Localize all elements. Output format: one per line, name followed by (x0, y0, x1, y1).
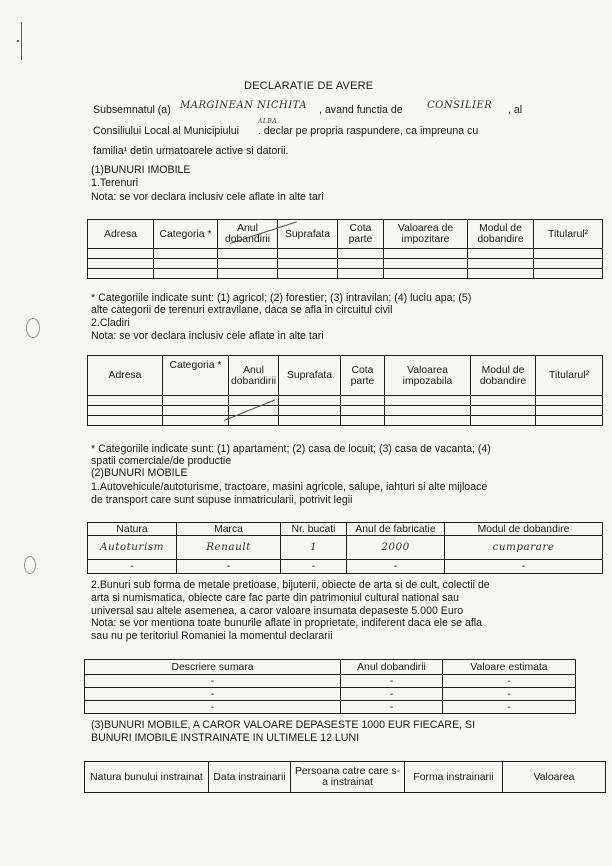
col-header: Valoarea (503, 762, 606, 793)
col-header: Modul de dobandire (468, 220, 534, 249)
col-header: Titularul² (536, 356, 603, 396)
table-row (85, 675, 576, 688)
cladiri-footnote-1: * Categoriile indicate sunt: (1) apartament; (2) casa de locuit; (3) casa de vacanta; (4) (91, 443, 491, 455)
valuables-note-1: Nota: se vor mentiona toate bunurile aflate in proprietate, indiferent daca ele se afla (91, 617, 483, 629)
col-header: Data instrainarii (209, 762, 291, 793)
intro-line-1c: , al (508, 104, 523, 116)
col-header: Suprafata (279, 356, 341, 396)
table-row (88, 259, 603, 269)
col-header: Nr. bucati (281, 523, 347, 536)
handwritten-name: MARGINEAN NICHITA (180, 100, 307, 111)
cladiri-note: Nota: se vor declara inclusiv cele aflate in alte tari (91, 330, 324, 342)
terenuri-footnote-1: * Categoriile indicate sunt: (1) agricol; (2) forestier; (3) intravilan; (4) luciu apa; (5) (91, 292, 472, 304)
table-row (88, 536, 603, 560)
table-row (88, 406, 603, 416)
col-header: Descriere sumara (85, 660, 341, 675)
cell: - (443, 701, 576, 714)
terenuri-heading: 1.Terenuri (91, 177, 139, 189)
cell: - (347, 560, 445, 574)
vehicles-table (87, 522, 603, 574)
col-header: Natura bunului instrainat (85, 762, 209, 793)
handwritten-city: ALBA (258, 118, 278, 125)
col-header: Categoria * (163, 356, 229, 396)
cladiri-table (87, 355, 603, 426)
col-header: Categoria * (154, 220, 218, 249)
col-header: Natura (88, 523, 177, 536)
section-2-heading: (2)BUNURI MOBILE (91, 467, 188, 479)
col-header: Anul dobandirii (341, 660, 443, 675)
col-header: Marca (177, 523, 281, 536)
cladiri-footnote-2: spatii comerciale/de productie (91, 455, 232, 467)
terenuri-note: Nota: se vor declara inclusiv cele aflate in alte tari (91, 191, 324, 203)
intro-line-2b: . declar pe propria raspundere, ca impreuna cu (258, 125, 479, 137)
cell-marca: Renault (177, 536, 281, 560)
section-3-heading-2: BUNURI IMOBILE INSTRAINATE IN ULTIMELE 12 LUNI (91, 732, 360, 744)
col-header: Adresa (88, 356, 163, 396)
table-row (85, 701, 576, 714)
col-header: Modul de dobandire (445, 523, 603, 536)
col-header: Adresa (88, 220, 154, 249)
handwritten-function: CONSILIER (427, 100, 493, 111)
col-header: Valoare estimata (443, 660, 576, 675)
col-header: Anul de fabricatie (347, 523, 445, 536)
cell: - (85, 688, 341, 701)
alienated-assets-table (84, 761, 606, 793)
valuables-note-2: sau nu pe teritoriul Romaniei la momentul declararii (91, 630, 333, 642)
cell-natura: Autoturism (88, 536, 177, 560)
col-header: Forma instrainarii (405, 762, 503, 793)
punch-hole-mark (26, 318, 40, 338)
margin-scribble (21, 22, 22, 60)
valuables-text-1: 2.Bunuri sub forma de metale pretioase, bijuterii, obiecte de arta si de cult, colectii de (91, 579, 490, 591)
col-header: Valoarea de impozitare (384, 220, 468, 249)
intro-line-3: familia¹ detin urmatoarele active si datorii. (93, 145, 289, 157)
cell: - (88, 560, 177, 574)
intro-line-2: Consiliului Local al Municipiului (93, 125, 240, 137)
col-header: Persoana catre care s-a instrainat (291, 762, 405, 793)
table-row (85, 688, 576, 701)
col-header: Suprafata (278, 220, 338, 249)
cell-an-fabricatie: 2000 (347, 536, 445, 560)
table-row (88, 269, 603, 279)
cell: - (341, 675, 443, 688)
table-row (88, 560, 603, 574)
table-row (88, 416, 603, 426)
cell: - (341, 701, 443, 714)
col-header: Valoarea impozabila (385, 356, 471, 396)
valuables-text-3: universal sau altele asemenea, a caror valoare insumata depaseste 5.000 Euro (91, 605, 464, 617)
cell: - (443, 675, 576, 688)
table-row (88, 396, 603, 406)
intro-line-1b: , avand functia de (319, 104, 403, 116)
intro-line-1: Subsemnatul (a) (93, 104, 171, 116)
cell: - (85, 701, 341, 714)
section-1-heading: (1)BUNURI IMOBILE (91, 164, 191, 176)
terenuri-table (87, 219, 603, 279)
table-row (88, 249, 603, 259)
margin-scribble (17, 40, 19, 42)
punch-hole-mark (24, 556, 36, 574)
col-header: Anul dobandirii (218, 220, 278, 249)
cell-mod-dobandire: cumparare (445, 536, 603, 560)
cladiri-heading: 2.Cladiri (91, 317, 130, 329)
cell-nr-bucati: 1 (281, 536, 347, 560)
col-header: Titularul² (534, 220, 603, 249)
col-header: Cota parte (341, 356, 385, 396)
col-header: Anul dobandirii (229, 356, 279, 396)
section-3-heading-1: (3)BUNURI MOBILE, A CAROR VALOARE DEPASESTE 1000 EUR FIECARE, SI (91, 719, 476, 731)
cell: - (177, 560, 281, 574)
document-title: DECLARATIE DE AVERE (244, 80, 374, 92)
valuables-table (84, 659, 576, 714)
cell: - (281, 560, 347, 574)
cell: - (445, 560, 603, 574)
vehicles-text-2: de transport care sunt supuse inmatricularii, potrivit legii (91, 494, 353, 506)
vehicles-text-1: 1.Autovehicule/autoturisme, tractoare, masini agricole, salupe, iahturi si alte mijloace (91, 481, 488, 493)
cell: - (85, 675, 341, 688)
col-header: Modul de dobandire (471, 356, 536, 396)
cell: - (443, 688, 576, 701)
valuables-text-2: arta si numismatica, obiecte care fac parte din patrimoniul cultural national sau (91, 592, 460, 604)
terenuri-footnote-2: alte categorii de terenuri extravilane, daca se afla in circuitul civil (91, 304, 393, 316)
col-header: Cota parte (338, 220, 384, 249)
cell: - (341, 688, 443, 701)
